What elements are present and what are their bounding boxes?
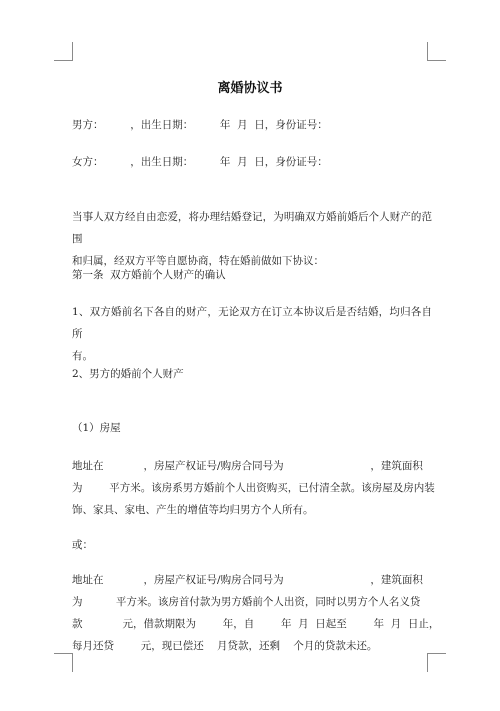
crop-mark-top-left <box>54 42 73 61</box>
intro-paragraph <box>72 206 432 272</box>
article-1-heading: 第一条 双方婚前个人财产的确认 <box>72 269 226 281</box>
document-title: 离婚协议书 <box>217 81 283 96</box>
clause-1-line-2: 有。 <box>72 350 93 362</box>
clause-2-heading: 2、男方的婚前个人财产 <box>72 368 184 380</box>
wife-info-line: 女方： ，出生日期： 年 月 日，身份证号： <box>72 156 328 168</box>
house-b-line-2: 为 平方米。该房首付款为男方婚前个人出资，同时以男方个人名义贷 <box>72 596 421 608</box>
crop-mark-top-right <box>427 42 446 61</box>
crop-mark-bottom-left <box>54 653 73 672</box>
house-paragraph-b <box>72 569 440 657</box>
husband-info-line: 男方： ，出生日期： 年 月 日，身份证号： <box>72 119 328 131</box>
or-label: 或： <box>72 539 93 551</box>
house-paragraph-a <box>72 455 435 521</box>
house-a-line-1: 地址在 ，房屋产权证号/购房合同号为 ，建筑面积 <box>72 460 423 472</box>
house-b-line-1: 地址在 ，房屋产权证号/购房合同号为 ，建筑面积 <box>72 574 423 586</box>
house-b-line-4: 每月还贷 元，现已偿还 月贷款，还剩 个月的贷款未还。 <box>72 640 378 652</box>
intro-line-2: 和归属，经双方平等自愿协商，特在婚前做如下协议： <box>72 255 324 267</box>
house-b-line-3: 款 元，借款期限为 年，自 年 月 日起至 年 月 日止， <box>72 618 440 630</box>
sub-1-heading: （1）房屋 <box>72 422 121 434</box>
clause-1-line-1: 1、双方婚前名下各自的财产，无论双方在订立本协议后是否结婚，均归各自所 <box>72 306 432 340</box>
intro-line-1: 当事人双方经自由恋爱，将办理结婚登记，为明确双方婚前婚后个人财产的范围 <box>72 211 432 245</box>
clause-1-paragraph <box>72 301 432 367</box>
house-a-line-2: 为 平方米。该房系男方婚前个人出资购买，已付清全款。该房屋及房内装 <box>72 482 435 494</box>
house-a-line-3: 饰、家具、家电、产生的增值等均归男方个人所有。 <box>72 504 314 516</box>
